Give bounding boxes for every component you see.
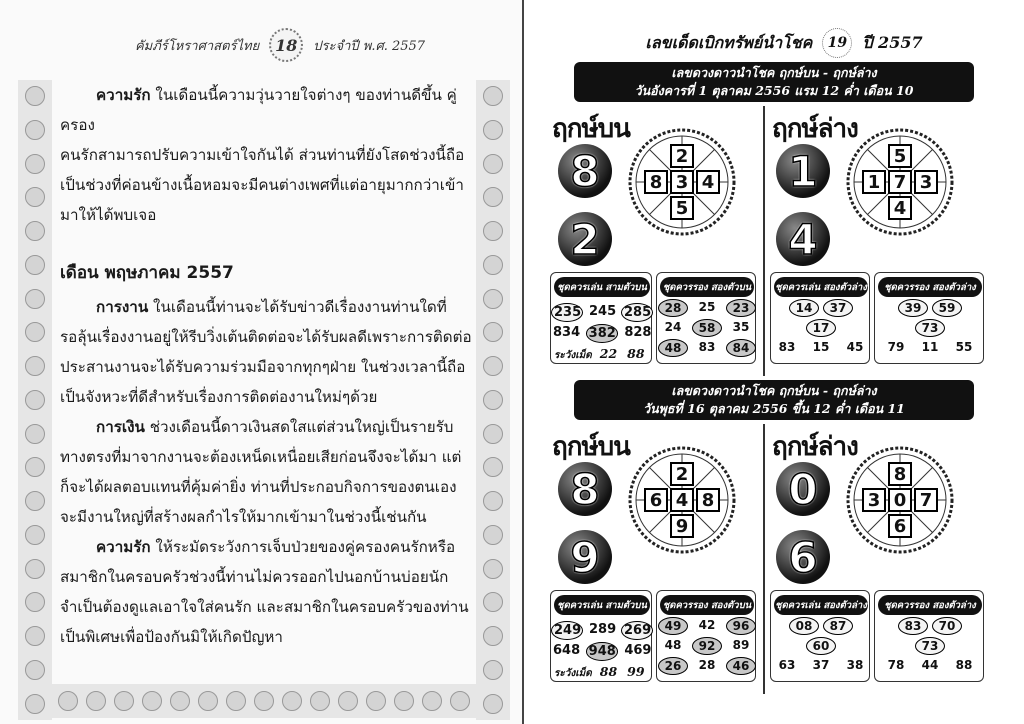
box-tag: ชุดควรเล่น สองตัวล่าง xyxy=(774,277,868,297)
lucky-number: 834 xyxy=(553,325,581,340)
lucky-number: 24 xyxy=(664,320,682,334)
lucky-number: 28 xyxy=(698,658,716,672)
lucky-number: 269 xyxy=(621,621,653,640)
lower-big-digit xyxy=(776,462,830,516)
text-line: ก็จะได้ผลตอบแทนที่คุ้มค่ายิ่ง ท่านที่ประกอบกิจการของตนเอง xyxy=(60,478,457,496)
caution-numbers xyxy=(554,664,645,681)
reserve-lower-box xyxy=(874,272,984,364)
number-row xyxy=(657,299,757,317)
lower-big-digit xyxy=(776,530,830,584)
wheel-cell-bottom: 4 xyxy=(888,196,912,220)
number-row xyxy=(875,657,985,673)
digit-text: 2 xyxy=(570,214,600,264)
lucky-number: 26 xyxy=(658,657,688,675)
lucky-number: 92 xyxy=(692,637,722,655)
draw-section xyxy=(544,62,1022,382)
section-divider xyxy=(763,424,765,694)
keyword-love: ความรัก xyxy=(96,86,151,104)
reserve-lower-numbers xyxy=(875,297,985,355)
lucky-number: 42 xyxy=(698,618,716,632)
horoscope-text xyxy=(60,80,472,680)
digit-text: 1 xyxy=(788,146,818,196)
zodiac-border-bottom xyxy=(52,684,476,718)
upper-big-digit xyxy=(558,462,612,516)
number-row xyxy=(551,621,653,640)
reserve-upper-numbers xyxy=(657,615,757,675)
lucky-number: 382 xyxy=(586,324,619,343)
month-heading: เดือน พฤษภาคม 2557 xyxy=(60,263,234,283)
wheel-cell-bottom: 5 xyxy=(670,196,694,220)
lucky-number: 73 xyxy=(915,319,945,337)
wheel-cell-right: 4 xyxy=(696,170,720,194)
lucky-number: 89 xyxy=(732,638,750,652)
number-row xyxy=(875,319,985,337)
wheel-cell-top: 5 xyxy=(888,144,912,168)
lucky-number: 08 xyxy=(789,617,819,635)
lucky-number: 37 xyxy=(823,299,853,317)
box-tag: ชุดควรเล่น สองตัวล่าง xyxy=(774,595,868,615)
lucky-number: 37 xyxy=(812,658,830,672)
lucky-number: 84 xyxy=(726,339,756,357)
reserve-upper-numbers xyxy=(657,297,757,357)
number-row xyxy=(551,642,653,661)
lucky-number: 83 xyxy=(898,617,928,635)
draw-section xyxy=(544,380,1022,700)
number-row xyxy=(875,637,985,655)
digit-text: 6 xyxy=(788,532,818,582)
wheel-cell-left: 1 xyxy=(862,170,886,194)
play-lower-box xyxy=(770,272,870,364)
lucky-number: 70 xyxy=(932,617,962,635)
wheel-cell-right: 7 xyxy=(914,488,938,512)
wheel-cell-center: 3 xyxy=(670,170,694,194)
lucky-number: 35 xyxy=(732,320,750,334)
paragraph-finance xyxy=(60,412,472,532)
upper-big-digit xyxy=(558,144,612,198)
lucky-number: 79 xyxy=(887,340,905,354)
paragraph-work xyxy=(60,292,472,412)
text-line: เป็นจังหวะที่ดีสำหรับเรื่องการติดต่องานใหม่ๆด้วย xyxy=(60,388,378,406)
lucky-number: 38 xyxy=(846,658,864,672)
lucky-number: 15 xyxy=(812,340,830,354)
number-row xyxy=(771,617,871,635)
lucky-number: 60 xyxy=(806,637,836,655)
text-line: ในเดือนนี้ท่านจะได้รับข่าวดีเรื่องงานท่านใดที่ xyxy=(148,298,447,316)
caution-number: 88 xyxy=(627,346,645,361)
lucky-number: 17 xyxy=(806,319,836,337)
right-header-title: เลขเด็ดเบิกทรัพย์นำโชค xyxy=(645,32,813,52)
text-line: ให้ระมัดระวังการเจ็บป่วยของคู่ครองคนรักหรือ xyxy=(150,538,456,556)
upper-big-digit xyxy=(558,212,612,266)
draw-banner xyxy=(574,380,974,420)
number-row xyxy=(771,339,871,355)
lucky-number: 88 xyxy=(955,658,973,672)
lucky-number: 11 xyxy=(921,340,939,354)
wheel-cell-center: 4 xyxy=(670,488,694,512)
wheel-cell-top: 2 xyxy=(670,462,694,486)
upper-label: ฤกษ์บน xyxy=(552,114,630,144)
lucky-number: 55 xyxy=(955,340,973,354)
caution-label: ระวังเม็ด xyxy=(554,668,592,679)
number-row xyxy=(875,339,985,355)
lucky-number: 285 xyxy=(621,303,653,322)
upper-label: ฤกษ์บน xyxy=(552,432,630,462)
lucky-number: 73 xyxy=(915,637,945,655)
box-tag: ชุดควรรอง สองตัวล่าง xyxy=(878,277,982,297)
play-lower-numbers xyxy=(771,615,871,673)
text-line: ประสานงานจะได้รับความร่วมมือจากทุกๆฝ่าย ในช่วงเวลานี้ถือ xyxy=(60,358,466,376)
draw-banner xyxy=(574,62,974,102)
wheel-cell-bottom: 6 xyxy=(888,514,912,538)
text-line: จำเป็นต้องดูแลเอาใจใส่คนรัก และสมาชิกในครอบครัวของท่าน xyxy=(60,598,469,616)
box-tag: ชุดควรเล่น สามตัวบน xyxy=(554,277,650,297)
banner-title: เลขดวงดาวนำโชค ฤกษ์บน - ฤกษ์ล่าง xyxy=(671,383,877,398)
lucky-number: 49 xyxy=(658,617,688,635)
reserve-upper-box xyxy=(656,590,756,682)
lower-label: ฤกษ์ล่าง xyxy=(772,432,858,462)
upper-wheel xyxy=(626,126,738,238)
paragraph-love-1 xyxy=(60,80,472,230)
left-header-year: ประจำปี พ.ศ. 2557 xyxy=(313,38,426,54)
section-divider xyxy=(763,106,765,376)
left-page-header xyxy=(40,30,520,60)
lucky-number: 59 xyxy=(932,299,962,317)
keyword-finance: การเงิน xyxy=(96,418,145,436)
lucky-number: 45 xyxy=(846,340,864,354)
text-line: มาให้ได้พบเจอ xyxy=(60,206,157,224)
number-row xyxy=(875,299,985,317)
lucky-number: 39 xyxy=(898,299,928,317)
wheel-cell-left: 3 xyxy=(862,488,886,512)
play-upper-numbers xyxy=(551,619,653,661)
number-row xyxy=(657,339,757,357)
right-header-year: ปี 2557 xyxy=(862,32,923,52)
play-upper-numbers xyxy=(551,301,653,343)
number-row xyxy=(551,324,653,343)
play-lower-box xyxy=(770,590,870,682)
banner-date: วันอังคารที่ 1 ตุลาคม 2556 แรม 12 ค่ำ เดือน 10 xyxy=(634,83,914,98)
number-row xyxy=(551,303,653,322)
lucky-number: 289 xyxy=(589,622,617,637)
box-tag: ชุดควรรอง สองตัวล่าง xyxy=(878,595,982,615)
lucky-number: 235 xyxy=(551,303,583,322)
number-row xyxy=(771,637,871,655)
number-row xyxy=(771,319,871,337)
lucky-number: 78 xyxy=(887,658,905,672)
text-line: คนรักสามารถปรับความเข้าใจกันได้ ส่วนท่านที่ยังโสดช่วงนี้ถือ xyxy=(60,146,465,164)
lucky-number: 25 xyxy=(698,300,716,314)
keyword-work: การงาน xyxy=(96,298,149,316)
paragraph-love-2 xyxy=(60,532,472,652)
caution-number: 22 xyxy=(599,346,618,361)
zodiac-border-left xyxy=(18,80,52,720)
lucky-number: 96 xyxy=(726,617,756,635)
lower-label: ฤกษ์ล่าง xyxy=(772,114,858,144)
left-page-number: 18 xyxy=(269,28,303,62)
lucky-number: 249 xyxy=(551,621,583,640)
lucky-number: 83 xyxy=(778,340,796,354)
digit-text: 8 xyxy=(570,464,600,514)
zodiac-border-right xyxy=(476,80,510,720)
number-row xyxy=(771,657,871,673)
lucky-number: 48 xyxy=(664,638,682,652)
lucky-number: 87 xyxy=(823,617,853,635)
wheel-cell-bottom: 9 xyxy=(670,514,694,538)
digit-text: 0 xyxy=(788,464,818,514)
caution-number: 88 xyxy=(599,664,618,679)
lucky-number: 469 xyxy=(624,643,652,658)
lucky-number: 48 xyxy=(658,339,688,357)
lucky-number: 948 xyxy=(586,642,619,661)
wheel-cell-right: 8 xyxy=(696,488,720,512)
reserve-upper-box xyxy=(656,272,756,364)
banner-title: เลขดวงดาวนำโชค ฤกษ์บน - ฤกษ์ล่าง xyxy=(671,65,877,80)
wheel-cell-right: 3 xyxy=(914,170,938,194)
lower-big-digit xyxy=(776,212,830,266)
text-line: ทางตรงที่มาจากงานจะต้องเหน็ดเหนื่อยเสียก่อนจึงจะได้มา แต่ xyxy=(60,448,462,466)
lucky-number: 828 xyxy=(624,325,652,340)
lucky-number: 63 xyxy=(778,658,796,672)
reserve-lower-numbers xyxy=(875,615,985,673)
caution-numbers xyxy=(554,346,645,363)
box-tag: ชุดควรรอง สองตัวบน xyxy=(660,595,754,615)
upper-big-digit xyxy=(558,530,612,584)
text-line: เป็นช่วงที่ค่อนข้างเนื้อหอมจะมีคนต่างเพศที่แต่อายุมากกว่าเข้า xyxy=(60,176,464,194)
lucky-number: 58 xyxy=(692,319,722,337)
text-line: รอลุ้นเรื่องงานอยู่ให้รีบวิ่งเต้นติดต่อจะได้รับผลดีเพราะการติดต่อ xyxy=(60,328,472,346)
caution-label: ระวังเม็ด xyxy=(554,350,592,361)
caution-number: 99 xyxy=(627,664,645,679)
box-tag: ชุดควรรอง สองตัวบน xyxy=(660,277,754,297)
lucky-number: 83 xyxy=(698,340,716,354)
right-page-number: 19 xyxy=(822,28,852,58)
number-row xyxy=(771,299,871,317)
lucky-number: 23 xyxy=(726,299,756,317)
left-header-title: คัมภีร์โหราศาสตร์ไทย xyxy=(134,38,260,54)
text-line: ในเดือนนี้ความวุ่นวายใจต่างๆ ของท่านดีขึ้น คู่ครอง xyxy=(60,86,457,134)
number-row xyxy=(875,617,985,635)
wheel-cell-left: 8 xyxy=(644,170,668,194)
keyword-love: ความรัก xyxy=(96,538,151,556)
lucky-number: 14 xyxy=(789,299,819,317)
lucky-number: 245 xyxy=(589,304,617,319)
lucky-number: 648 xyxy=(553,643,581,658)
lucky-number: 46 xyxy=(726,657,756,675)
text-line: สมาชิกในครอบครัวช่วงนี้ท่านไม่ควรออกไปนอกบ้านบ่อยนัก xyxy=(60,568,449,586)
lucky-number: 44 xyxy=(921,658,939,672)
right-page xyxy=(522,0,1024,724)
text-line: จะมีงานใหญ่ที่สร้างผลกำไรให้มากเข้ามาในช่วงนี้เช่นกัน xyxy=(60,508,427,526)
wheel-cell-center: 0 xyxy=(888,488,912,512)
number-row xyxy=(657,319,757,337)
digit-text: 8 xyxy=(570,146,600,196)
text-line: เป็นพิเศษเพื่อป้องกันมิให้เกิดปัญหา xyxy=(60,628,283,646)
box-tag: ชุดควรเล่น สามตัวบน xyxy=(554,595,650,615)
wheel-cell-left: 6 xyxy=(644,488,668,512)
number-row xyxy=(657,657,757,675)
digit-text: 9 xyxy=(570,532,600,582)
play-lower-numbers xyxy=(771,297,871,355)
right-page-header xyxy=(564,28,1004,58)
lower-wheel xyxy=(844,444,956,556)
wheel-cell-top: 2 xyxy=(670,144,694,168)
text-line: ช่วงเดือนนี้ดาวเงินสดใสแต่ส่วนใหญ่เป็นรายรับ xyxy=(144,418,454,436)
upper-wheel xyxy=(626,444,738,556)
reserve-lower-box xyxy=(874,590,984,682)
lucky-number: 28 xyxy=(658,299,688,317)
number-row xyxy=(657,637,757,655)
digit-text: 4 xyxy=(788,214,818,264)
lower-big-digit xyxy=(776,144,830,198)
banner-date: วันพุธที่ 16 ตุลาคม 2556 ขึ้น 12 ค่ำ เดือน 11 xyxy=(643,401,905,416)
lower-wheel xyxy=(844,126,956,238)
wheel-cell-top: 8 xyxy=(888,462,912,486)
wheel-cell-center: 7 xyxy=(888,170,912,194)
number-row xyxy=(657,617,757,635)
